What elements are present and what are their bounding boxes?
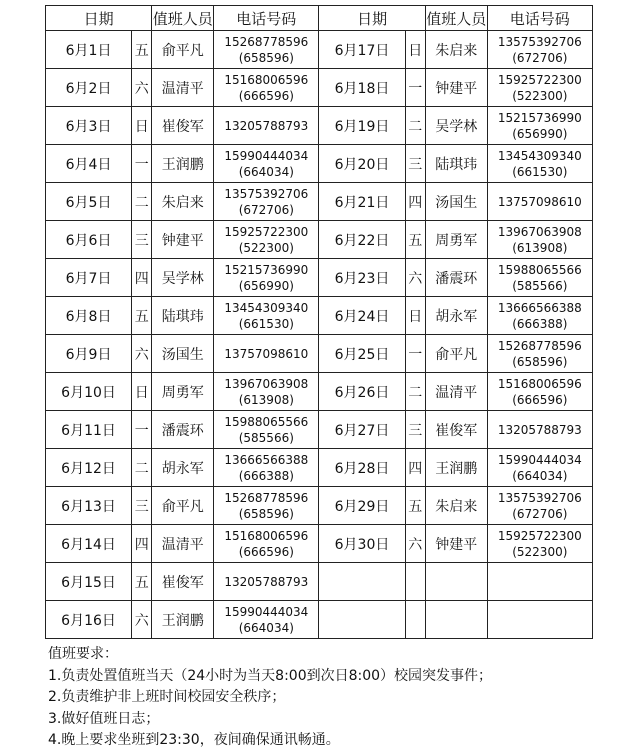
short-number: (666596): [238, 88, 294, 103]
staff-name-left: 吴学林: [152, 259, 214, 297]
short-number: (585566): [512, 278, 568, 293]
weekday-left: 六: [132, 69, 152, 107]
header-staff-left: 值班人员: [152, 6, 214, 31]
weekday-left: 三: [132, 221, 152, 259]
staff-name-left: 俞平凡: [152, 487, 214, 525]
weekday-left: 二: [132, 183, 152, 221]
short-number: (522300): [512, 544, 568, 559]
duty-date-left: 6月6日: [46, 221, 132, 259]
roster-row: [46, 145, 593, 183]
phone-number: 13205788793: [224, 574, 309, 589]
phone-number: 13205788793: [224, 118, 309, 133]
phone-number: 13757098610: [497, 194, 582, 209]
phone-number: 13575392706: [497, 34, 582, 49]
duty-date-left: 6月13日: [46, 487, 132, 525]
phone-cell-right: [487, 221, 592, 259]
staff-name-left: 潘震环: [152, 411, 214, 449]
phone-cell-right: [487, 31, 592, 69]
phone-number: 15990444034: [224, 604, 309, 619]
duty-date-right: 6月17日: [319, 31, 405, 69]
phone-cell-right: [487, 373, 592, 411]
roster-row: [46, 297, 593, 335]
phone-cell-left: [214, 297, 319, 335]
roster-row: [46, 487, 593, 525]
header-date-right: 日期: [319, 6, 425, 31]
duty-date-left: 6月14日: [46, 525, 132, 563]
short-number: (672706): [238, 202, 294, 217]
header-staff-right: 值班人员: [425, 6, 487, 31]
weekday-left: 二: [132, 449, 152, 487]
weekday-right: 一: [405, 335, 425, 373]
staff-name-right: [425, 601, 487, 639]
staff-name-right: 王润鹏: [425, 449, 487, 487]
staff-name-left: 俞平凡: [152, 31, 214, 69]
roster-row: [46, 335, 593, 373]
roster-row: [46, 411, 593, 449]
duty-date-right: 6月18日: [319, 69, 405, 107]
staff-name-left: 温清平: [152, 69, 214, 107]
phone-cell-left: [214, 449, 319, 487]
staff-name-right: 钟建平: [425, 525, 487, 563]
phone-number: 13454309340: [224, 300, 309, 315]
phone-number: 15925722300: [497, 528, 582, 543]
weekday-right: [405, 601, 425, 639]
roster-row: [46, 259, 593, 297]
staff-name-left: 温清平: [152, 525, 214, 563]
weekday-right: 五: [405, 221, 425, 259]
weekday-left: 四: [132, 259, 152, 297]
phone-cell-right: [487, 449, 592, 487]
phone-cell-left: [214, 145, 319, 183]
duty-date-right: 6月29日: [319, 487, 405, 525]
short-number: (522300): [238, 240, 294, 255]
duty-date-right: 6月20日: [319, 145, 405, 183]
requirement-item: 2.负责维护非上班时间校园安全秩序；: [48, 689, 286, 705]
phone-cell-right: [487, 411, 592, 449]
staff-name-left: 陆琪玮: [152, 297, 214, 335]
phone-number: 15268778596: [224, 490, 309, 505]
weekday-left: 五: [132, 31, 152, 69]
phone-number: 13454309340: [497, 148, 582, 163]
staff-name-right: 陆琪玮: [425, 145, 487, 183]
phone-cell-right: [487, 563, 592, 601]
header-row: [46, 6, 593, 31]
staff-name-left: 胡永军: [152, 449, 214, 487]
short-number: (656990): [238, 278, 294, 293]
roster-row: [46, 563, 593, 601]
phone-number: 15988065566: [224, 414, 309, 429]
weekday-left: 三: [132, 487, 152, 525]
phone-number: 13757098610: [224, 346, 309, 361]
phone-cell-left: [214, 107, 319, 145]
phone-cell-right: [487, 525, 592, 563]
duty-date-right: 6月27日: [319, 411, 405, 449]
duty-date-left: 6月7日: [46, 259, 132, 297]
weekday-right: 二: [405, 373, 425, 411]
duty-date-right: 6月26日: [319, 373, 405, 411]
weekday-left: 日: [132, 373, 152, 411]
short-number: (658596): [238, 506, 294, 521]
weekday-left: 五: [132, 563, 152, 601]
phone-cell-right: [487, 335, 592, 373]
staff-name-left: 周勇军: [152, 373, 214, 411]
phone-number: 15990444034: [224, 148, 309, 163]
phone-cell-right: [487, 259, 592, 297]
staff-name-left: 崔俊军: [152, 563, 214, 601]
weekday-right: 一: [405, 69, 425, 107]
phone-cell-left: [214, 563, 319, 601]
header-date-left: 日期: [46, 6, 152, 31]
short-number: (672706): [512, 506, 568, 521]
duty-date-right: 6月25日: [319, 335, 405, 373]
short-number: (666596): [238, 544, 294, 559]
short-number: (656990): [512, 126, 568, 141]
phone-number: 15990444034: [497, 452, 582, 467]
short-number: (661530): [512, 164, 568, 179]
short-number: (664034): [512, 468, 568, 483]
roster-row: [46, 601, 593, 639]
phone-cell-left: [214, 525, 319, 563]
weekday-right: 四: [405, 449, 425, 487]
duty-date-left: 6月15日: [46, 563, 132, 601]
header-phone-left: 电话号码: [214, 6, 319, 31]
weekday-right: 六: [405, 259, 425, 297]
staff-name-right: 钟建平: [425, 69, 487, 107]
duty-date-left: 6月4日: [46, 145, 132, 183]
duty-date-left: 6月3日: [46, 107, 132, 145]
roster-row: [46, 107, 593, 145]
weekday-right: 六: [405, 525, 425, 563]
roster-row: [46, 69, 593, 107]
phone-cell-left: [214, 221, 319, 259]
weekday-left: 五: [132, 297, 152, 335]
staff-name-right: 吴学林: [425, 107, 487, 145]
roster-row: [46, 221, 593, 259]
phone-number: 13666566388: [497, 300, 582, 315]
phone-cell-left: [214, 335, 319, 373]
short-number: (613908): [238, 392, 294, 407]
duty-date-left: 6月1日: [46, 31, 132, 69]
short-number: (522300): [512, 88, 568, 103]
staff-name-right: 温清平: [425, 373, 487, 411]
phone-cell-right: [487, 107, 592, 145]
duty-date-right: 6月19日: [319, 107, 405, 145]
duty-date-left: 6月16日: [46, 601, 132, 639]
requirements-title: 值班要求：: [48, 646, 118, 662]
short-number: (661530): [238, 316, 294, 331]
weekday-right: [405, 563, 425, 601]
weekday-left: 一: [132, 145, 152, 183]
staff-name-left: 王润鹏: [152, 145, 214, 183]
duty-roster-table: [45, 5, 593, 639]
phone-number: 15168006596: [224, 72, 309, 87]
phone-cell-right: [487, 183, 592, 221]
duty-date-right: 6月28日: [319, 449, 405, 487]
phone-cell-right: [487, 69, 592, 107]
short-number: (666596): [512, 392, 568, 407]
roster-row: [46, 31, 593, 69]
phone-cell-right: [487, 145, 592, 183]
staff-name-left: 朱启来: [152, 183, 214, 221]
phone-cell-left: [214, 31, 319, 69]
requirement-item: 3.做好值班日志；: [48, 710, 160, 727]
weekday-right: 三: [405, 411, 425, 449]
phone-cell-right: [487, 601, 592, 639]
duty-date-left: 6月10日: [46, 373, 132, 411]
staff-name-right: 汤国生: [425, 183, 487, 221]
phone-number: 13967063908: [497, 224, 582, 239]
duty-roster: [45, 5, 593, 639]
short-number: (658596): [512, 354, 568, 369]
weekday-right: 二: [405, 107, 425, 145]
duty-date-left: 6月8日: [46, 297, 132, 335]
phone-number: 13666566388: [224, 452, 309, 467]
phone-number: 13967063908: [224, 376, 309, 391]
staff-name-left: 王润鹏: [152, 601, 214, 639]
weekday-right: 日: [405, 31, 425, 69]
staff-name-right: 周勇军: [425, 221, 487, 259]
phone-cell-right: [487, 487, 592, 525]
staff-name-right: 潘震环: [425, 259, 487, 297]
staff-name-right: 朱启来: [425, 487, 487, 525]
phone-cell-right: [487, 297, 592, 335]
duty-date-left: 6月9日: [46, 335, 132, 373]
short-number: (585566): [238, 430, 294, 445]
requirement-item: 4.晚上要求坐班到23:30，夜间确保通讯畅通。: [48, 732, 340, 748]
header-phone-right: 电话号码: [487, 6, 592, 31]
short-number: (613908): [512, 240, 568, 255]
weekday-left: 六: [132, 335, 152, 373]
phone-number: 13575392706: [224, 186, 309, 201]
phone-number: 15988065566: [497, 262, 582, 277]
short-number: (672706): [512, 50, 568, 65]
duty-date-left: 6月2日: [46, 69, 132, 107]
duty-date-right: 6月21日: [319, 183, 405, 221]
phone-number: 13575392706: [497, 490, 582, 505]
phone-number: 15215736990: [224, 262, 309, 277]
staff-name-right: [425, 563, 487, 601]
duty-date-right: 6月23日: [319, 259, 405, 297]
phone-number: 15168006596: [497, 376, 582, 391]
short-number: (666388): [238, 468, 294, 483]
short-number: (666388): [512, 316, 568, 331]
weekday-right: 四: [405, 183, 425, 221]
phone-cell-left: [214, 183, 319, 221]
short-number: (658596): [238, 50, 294, 65]
phone-cell-left: [214, 487, 319, 525]
weekday-left: 六: [132, 601, 152, 639]
staff-name-right: 朱启来: [425, 31, 487, 69]
duty-date-right: 6月24日: [319, 297, 405, 335]
staff-name-right: 俞平凡: [425, 335, 487, 373]
phone-cell-left: [214, 69, 319, 107]
short-number: (664034): [238, 164, 294, 179]
duty-date-left: 6月11日: [46, 411, 132, 449]
duty-date-right: [319, 601, 405, 639]
phone-cell-left: [214, 411, 319, 449]
phone-number: 15268778596: [497, 338, 582, 353]
weekday-right: 五: [405, 487, 425, 525]
phone-number: 15168006596: [224, 528, 309, 543]
phone-cell-left: [214, 373, 319, 411]
weekday-left: 四: [132, 525, 152, 563]
duty-date-right: 6月22日: [319, 221, 405, 259]
roster-row: [46, 183, 593, 221]
weekday-left: 日: [132, 107, 152, 145]
requirement-item: 1.负责处置值班当天（24小时为当天8:00到次日8:00）校园突发事件；: [48, 667, 493, 684]
staff-name-left: 钟建平: [152, 221, 214, 259]
staff-name-left: 汤国生: [152, 335, 214, 373]
duty-date-right: [319, 563, 405, 601]
weekday-right: 三: [405, 145, 425, 183]
phone-number: 13205788793: [497, 422, 582, 437]
phone-number: 15268778596: [224, 34, 309, 49]
staff-name-right: 崔俊军: [425, 411, 487, 449]
roster-row: [46, 373, 593, 411]
roster-row: [46, 449, 593, 487]
staff-name-right: 胡永军: [425, 297, 487, 335]
phone-number: 15925722300: [497, 72, 582, 87]
duty-requirements: [48, 644, 608, 752]
phone-number: 15215736990: [497, 110, 582, 125]
phone-cell-left: [214, 601, 319, 639]
roster-row: [46, 525, 593, 563]
weekday-left: 一: [132, 411, 152, 449]
phone-number: 15925722300: [224, 224, 309, 239]
duty-date-right: 6月30日: [319, 525, 405, 563]
duty-date-left: 6月5日: [46, 183, 132, 221]
staff-name-left: 崔俊军: [152, 107, 214, 145]
duty-date-left: 6月12日: [46, 449, 132, 487]
phone-cell-left: [214, 259, 319, 297]
short-number: (664034): [238, 620, 294, 635]
weekday-right: 日: [405, 297, 425, 335]
